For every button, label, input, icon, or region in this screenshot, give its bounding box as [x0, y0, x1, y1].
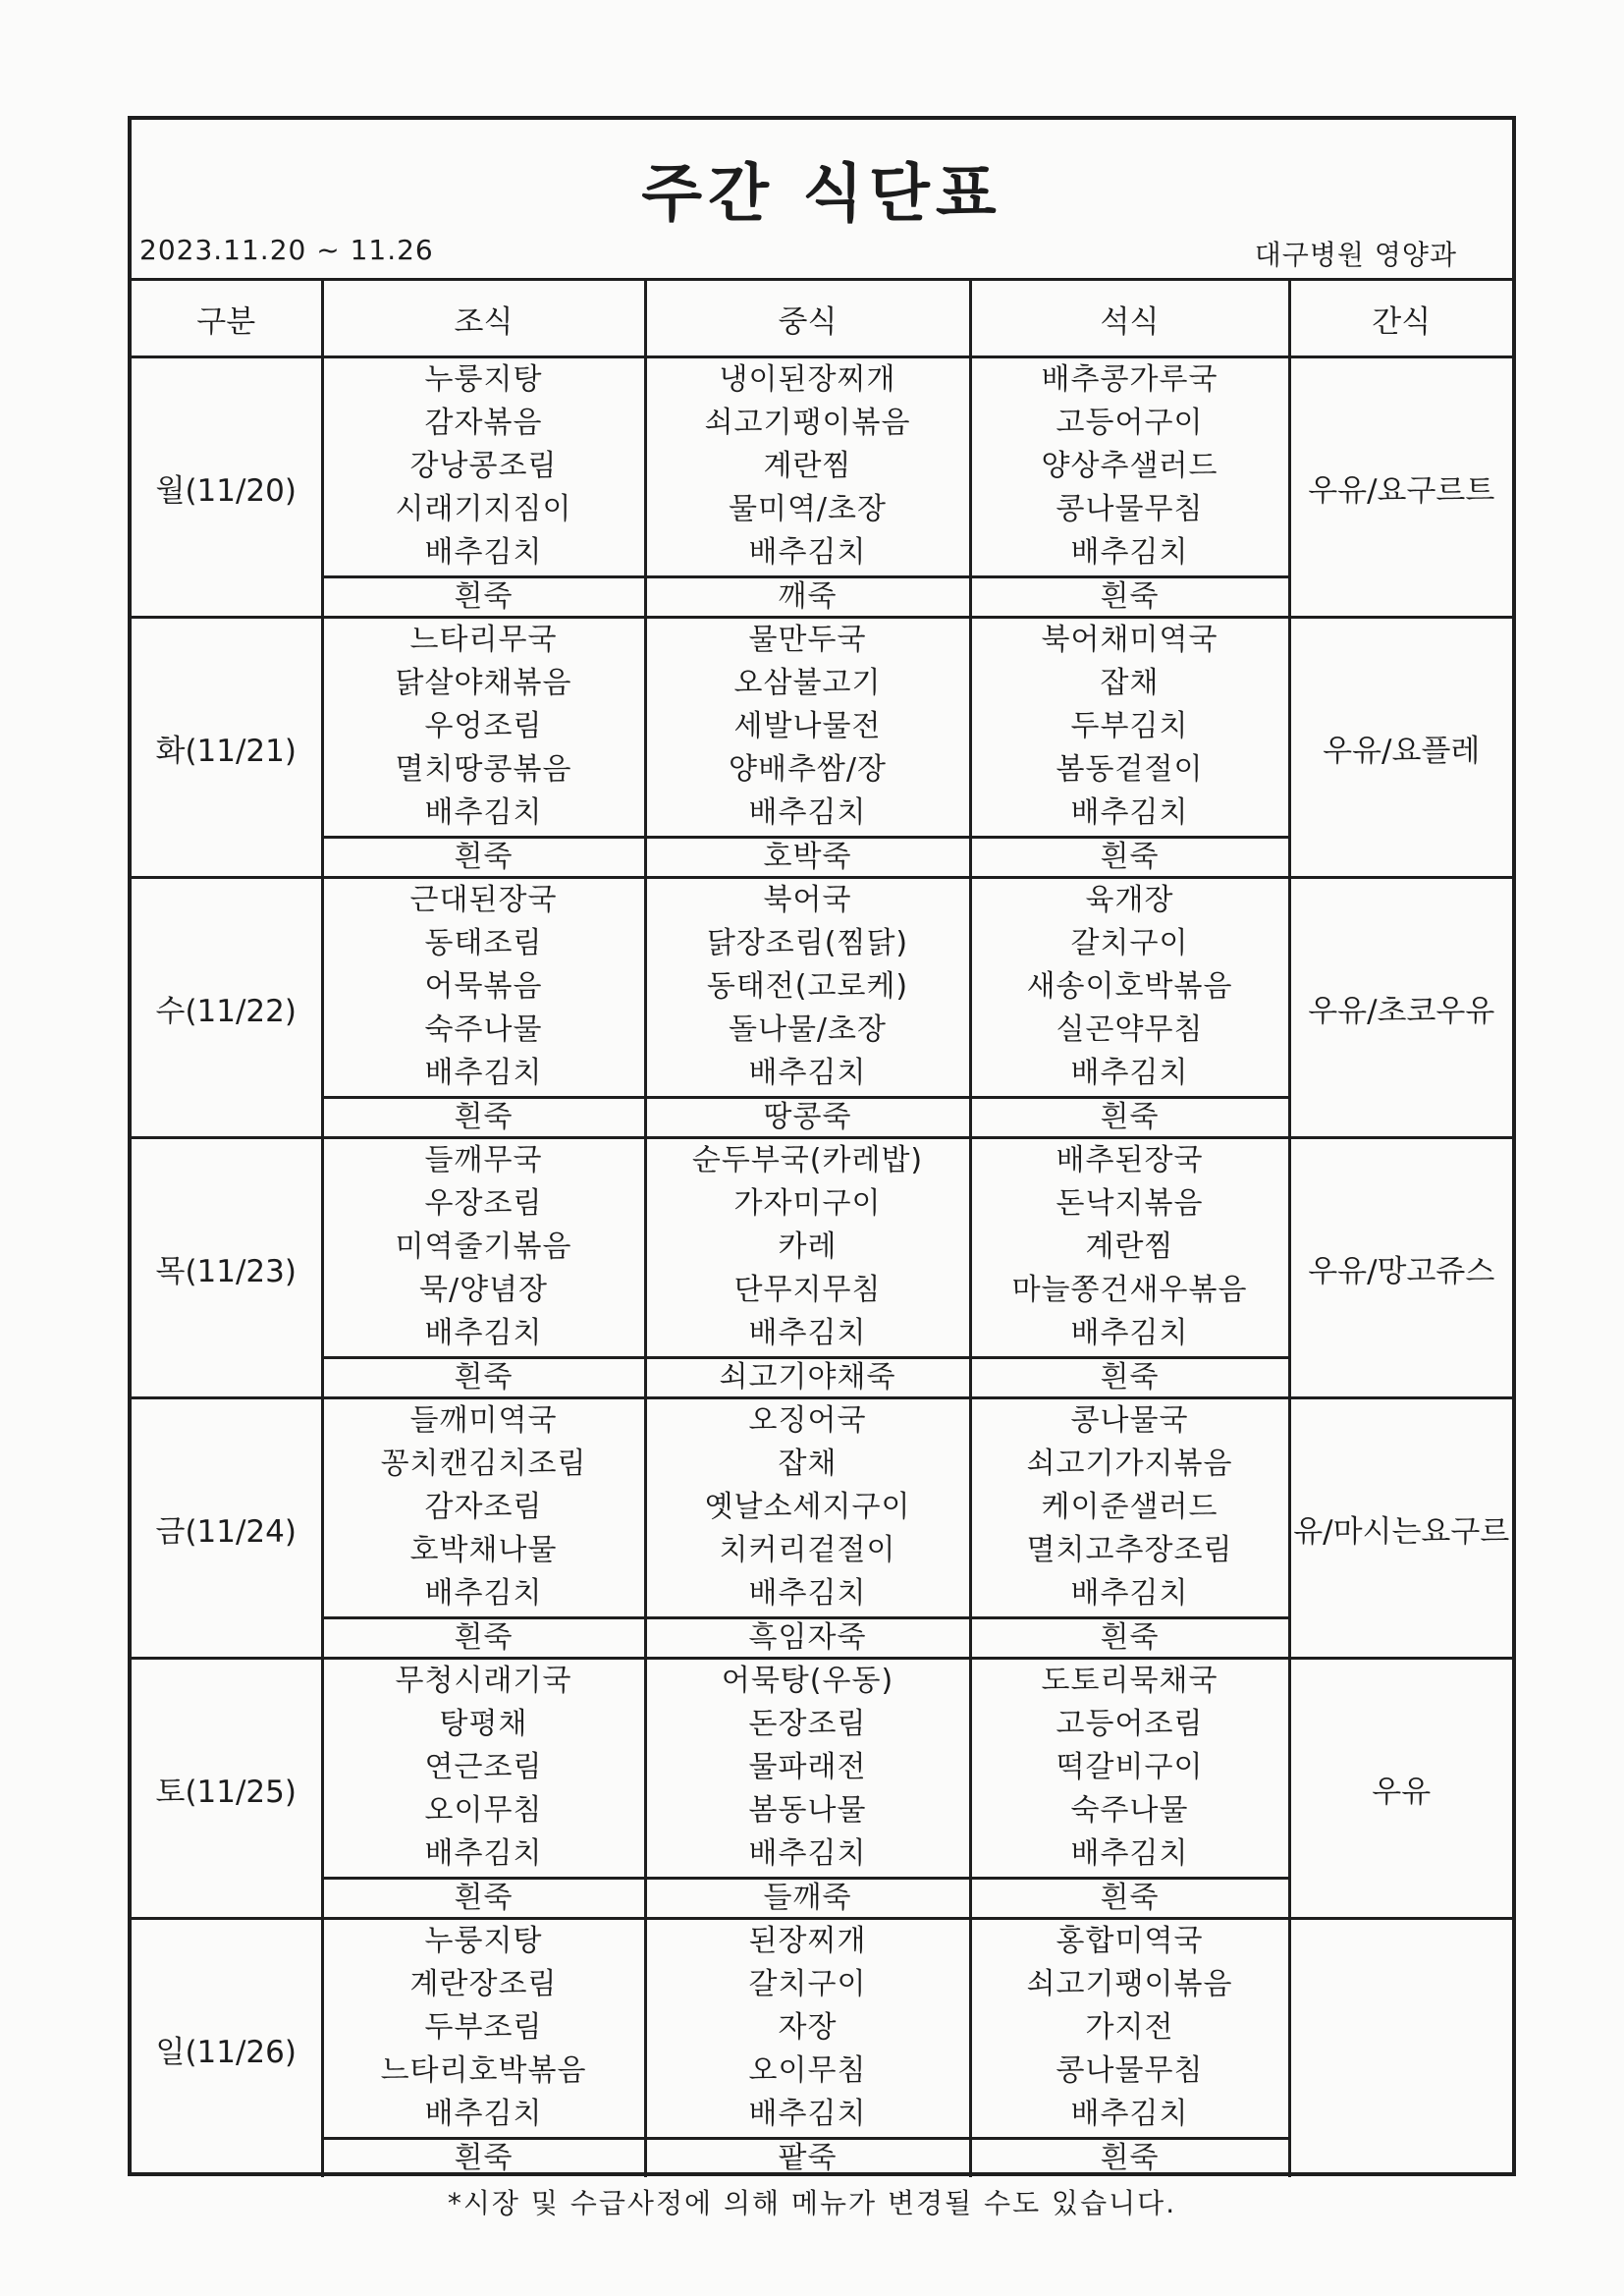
lunch-cell [645, 618, 970, 838]
menu-item: 숙주나물 [424, 1012, 543, 1047]
dinner-porridge: 흰죽 [970, 577, 1289, 618]
header-dinner: 석식 [970, 280, 1289, 357]
menu-item: 배추김치 [748, 1576, 867, 1611]
menu-item: 배추김치 [1070, 795, 1189, 830]
menu-item: 봄동나물 [748, 1793, 867, 1828]
menu-item: 배추김치 [1070, 2097, 1189, 2131]
snack-cell [1289, 1919, 1512, 2178]
menu-item: 느타리무국 [409, 623, 558, 657]
menu-item: 쇠고기가지볶음 [1026, 1447, 1233, 1481]
menu-item: 돌나물/초장 [728, 1012, 887, 1047]
dinner-cell [970, 1398, 1289, 1618]
menu-item: 가지전 [1085, 2010, 1174, 2045]
breakfast-porridge: 흰죽 [322, 1098, 645, 1138]
menu-sheet [128, 116, 1516, 2176]
day-label: 일(11/26) [132, 1919, 322, 2178]
menu-item: 단무지무침 [733, 1273, 882, 1307]
menu-item: 북어국 [763, 883, 852, 917]
menu-item: 닭살야채볶음 [395, 666, 572, 700]
breakfast-porridge: 흰죽 [322, 2139, 645, 2178]
menu-item: 양배추쌈/장 [728, 752, 887, 787]
menu-item: 옛날소세지구이 [704, 1490, 911, 1524]
dinner-porridge: 흰죽 [970, 2139, 1289, 2178]
menu-item: 물파래전 [748, 1750, 867, 1784]
day-row [132, 1398, 1512, 1618]
menu-item: 북어채미역국 [1041, 623, 1218, 657]
dinner-cell [970, 878, 1289, 1098]
menu-item: 배추김치 [1070, 1056, 1189, 1090]
menu-item: 닭장조림(찜닭) [706, 926, 909, 960]
menu-item: 배추김치 [424, 1836, 543, 1871]
menu-item: 감자조림 [424, 1490, 543, 1524]
lunch-porridge: 깨죽 [645, 577, 970, 618]
breakfast-cell [322, 618, 645, 838]
menu-item: 가자미구이 [733, 1186, 882, 1221]
menu-item: 배추김치 [424, 1056, 543, 1090]
menu-item: 케이준샐러드 [1041, 1490, 1218, 1524]
menu-item: 시래기지짐이 [395, 492, 572, 526]
header-category: 구분 [132, 280, 322, 357]
header-breakfast: 조식 [322, 280, 645, 357]
menu-item: 탕평채 [439, 1707, 528, 1741]
menu-item: 배추김치 [1070, 1576, 1189, 1611]
lunch-porridge: 호박죽 [645, 838, 970, 878]
header-snack: 간식 [1289, 280, 1512, 357]
dinner-cell [970, 1919, 1289, 2139]
day-label: 월(11/20) [132, 357, 322, 618]
dinner-porridge: 흰죽 [970, 1358, 1289, 1398]
menu-item: 배추김치 [748, 535, 867, 570]
menu-item: 냉이된장찌개 [719, 362, 896, 397]
menu-item: 오징어국 [748, 1403, 867, 1438]
menu-item: 근대된장국 [409, 883, 558, 917]
lunch-cell [645, 878, 970, 1098]
day-label: 목(11/23) [132, 1138, 322, 1398]
menu-item: 배추된장국 [1056, 1143, 1204, 1177]
date-range: 2023.11.20 ~ 11.26 [139, 234, 434, 266]
menu-item: 배추김치 [748, 795, 867, 830]
snack-cell: 우유/요구르트 [1289, 357, 1512, 618]
menu-item: 배추콩가루국 [1041, 362, 1218, 397]
dinner-cell [970, 618, 1289, 838]
lunch-cell [645, 1659, 970, 1879]
menu-item: 떡갈비구이 [1056, 1750, 1204, 1784]
day-row [132, 878, 1512, 1098]
menu-item: 연근조림 [424, 1750, 543, 1784]
menu-item: 호박채나물 [409, 1533, 558, 1567]
menu-item: 오이무침 [748, 2053, 867, 2088]
menu-item: 배추김치 [748, 1316, 867, 1350]
menu-item: 물만두국 [748, 623, 867, 657]
menu-item: 들깨무국 [424, 1143, 543, 1177]
snack-cell: 우유 [1289, 1659, 1512, 1919]
footnote: *시장 및 수급사정에 의해 메뉴가 변경될 수도 있습니다. [447, 2187, 1177, 2219]
menu-item: 쇠고기팽이볶음 [704, 406, 911, 440]
menu-item: 세발나물전 [733, 709, 882, 743]
menu-item: 느타리호박볶음 [380, 2053, 587, 2088]
menu-item: 동태전(고로케) [706, 969, 909, 1004]
menu-item: 콩나물무침 [1056, 2053, 1204, 2088]
weekly-menu-table [132, 278, 1512, 2177]
breakfast-cell [322, 1919, 645, 2139]
menu-item: 우엉조림 [424, 709, 543, 743]
day-row [132, 357, 1512, 577]
day-row [132, 1659, 1512, 1879]
menu-item: 배추김치 [1070, 1316, 1189, 1350]
menu-item: 배추김치 [1070, 535, 1189, 570]
menu-item: 배추김치 [424, 1316, 543, 1350]
menu-item: 꽁치캔김치조림 [380, 1447, 587, 1481]
menu-item: 무청시래기국 [395, 1664, 572, 1698]
menu-item: 갈치구이 [1070, 926, 1189, 960]
dinner-porridge: 흰죽 [970, 1098, 1289, 1138]
menu-item: 양상추샐러드 [1041, 449, 1218, 483]
menu-item: 배추김치 [424, 1576, 543, 1611]
breakfast-porridge: 흰죽 [322, 577, 645, 618]
menu-item: 강낭콩조림 [409, 449, 558, 483]
breakfast-porridge: 흰죽 [322, 1618, 645, 1659]
header-row [132, 280, 1512, 357]
breakfast-cell [322, 878, 645, 1098]
breakfast-porridge: 흰죽 [322, 838, 645, 878]
lunch-porridge: 흑임자죽 [645, 1618, 970, 1659]
menu-item: 자장 [778, 2010, 838, 2045]
lunch-porridge: 땅콩죽 [645, 1098, 970, 1138]
menu-item: 배추김치 [748, 1056, 867, 1090]
menu-item: 돈낙지볶음 [1056, 1186, 1204, 1221]
snack-cell: 유/마시는요구르 [1289, 1398, 1512, 1659]
menu-item: 감자볶음 [424, 406, 543, 440]
menu-item: 치커리겉절이 [719, 1533, 896, 1567]
menu-item: 돈장조림 [748, 1707, 867, 1741]
menu-item: 고등어구이 [1056, 406, 1204, 440]
lunch-porridge: 팥죽 [645, 2139, 970, 2178]
day-row [132, 618, 1512, 838]
day-row [132, 1138, 1512, 1358]
menu-item: 새송이호박볶음 [1026, 969, 1233, 1004]
menu-item: 물미역/초장 [728, 492, 887, 526]
breakfast-cell [322, 1659, 645, 1879]
menu-item: 누룽지탕 [424, 362, 543, 397]
department-name: 대구병원 영양과 [1254, 239, 1457, 271]
dinner-cell [970, 1659, 1289, 1879]
menu-item: 계란장조림 [409, 1967, 558, 2001]
menu-item: 배추김치 [748, 1836, 867, 1871]
breakfast-porridge: 흰죽 [322, 1879, 645, 1919]
menu-item: 들깨미역국 [409, 1403, 558, 1438]
breakfast-cell [322, 1398, 645, 1618]
day-label: 토(11/25) [132, 1659, 322, 1919]
menu-item: 배추김치 [424, 2097, 543, 2131]
menu-item: 멸치땅콩볶음 [395, 752, 572, 787]
dinner-porridge: 흰죽 [970, 1879, 1289, 1919]
breakfast-cell [322, 357, 645, 577]
dinner-porridge: 흰죽 [970, 838, 1289, 878]
menu-item: 고등어조림 [1056, 1707, 1204, 1741]
breakfast-porridge: 흰죽 [322, 1358, 645, 1398]
menu-item: 동태조림 [424, 926, 543, 960]
menu-item: 카레 [778, 1230, 838, 1264]
lunch-cell [645, 1919, 970, 2139]
menu-item: 어묵볶음 [424, 969, 543, 1004]
menu-item: 된장찌개 [748, 1924, 867, 1958]
menu-item: 두부조림 [424, 2010, 543, 2045]
menu-item: 오삼불고기 [733, 666, 882, 700]
menu-item: 봄동겉절이 [1056, 752, 1204, 787]
breakfast-cell [322, 1138, 645, 1358]
page-title: 주간 식단표 [641, 158, 1002, 231]
day-label: 화(11/21) [132, 618, 322, 878]
snack-cell: 우유/초코우유 [1289, 878, 1512, 1138]
menu-body [132, 357, 1512, 2178]
dinner-cell [970, 1138, 1289, 1358]
menu-item: 콩나물무침 [1056, 492, 1204, 526]
menu-item: 멸치고추장조림 [1026, 1533, 1233, 1567]
menu-item: 잡채 [1100, 666, 1160, 700]
snack-cell: 우유/요플레 [1289, 618, 1512, 878]
menu-item: 배추김치 [424, 535, 543, 570]
menu-item: 잡채 [778, 1447, 838, 1481]
dinner-cell [970, 357, 1289, 577]
menu-item: 쇠고기팽이볶음 [1026, 1967, 1233, 2001]
menu-item: 콩나물국 [1070, 1403, 1189, 1438]
lunch-porridge: 들깨죽 [645, 1879, 970, 1919]
header-lunch: 중식 [645, 280, 970, 357]
menu-item: 갈치구이 [748, 1967, 867, 2001]
menu-item: 순두부국(카레밥) [691, 1143, 924, 1177]
lunch-cell [645, 1398, 970, 1618]
menu-item: 실곤약무침 [1056, 1012, 1204, 1047]
menu-item: 누룽지탕 [424, 1924, 543, 1958]
menu-item: 두부김치 [1070, 709, 1189, 743]
menu-item: 배추김치 [748, 2097, 867, 2131]
day-label: 수(11/22) [132, 878, 322, 1138]
menu-item: 계란찜 [1085, 1230, 1174, 1264]
menu-item: 미역줄기볶음 [395, 1230, 572, 1264]
lunch-porridge: 쇠고기야채죽 [645, 1358, 970, 1398]
menu-item: 도토리묵채국 [1041, 1664, 1218, 1698]
menu-item: 배추김치 [424, 795, 543, 830]
dinner-porridge: 흰죽 [970, 1618, 1289, 1659]
menu-item: 마늘쫑건새우볶음 [1011, 1273, 1248, 1307]
menu-item: 홍합미역국 [1056, 1924, 1204, 1958]
snack-cell: 우유/망고쥬스 [1289, 1138, 1512, 1398]
day-row [132, 1919, 1512, 2139]
day-label: 금(11/24) [132, 1398, 322, 1659]
lunch-cell [645, 1138, 970, 1358]
menu-item: 어묵탕(우동) [721, 1664, 894, 1698]
menu-item: 오이무침 [424, 1793, 543, 1828]
menu-item: 계란찜 [763, 449, 852, 483]
menu-item: 배추김치 [1070, 1836, 1189, 1871]
menu-item: 우장조림 [424, 1186, 543, 1221]
menu-item: 숙주나물 [1070, 1793, 1189, 1828]
lunch-cell [645, 357, 970, 577]
menu-item: 묵/양념장 [418, 1273, 549, 1307]
menu-item: 육개장 [1085, 883, 1174, 917]
